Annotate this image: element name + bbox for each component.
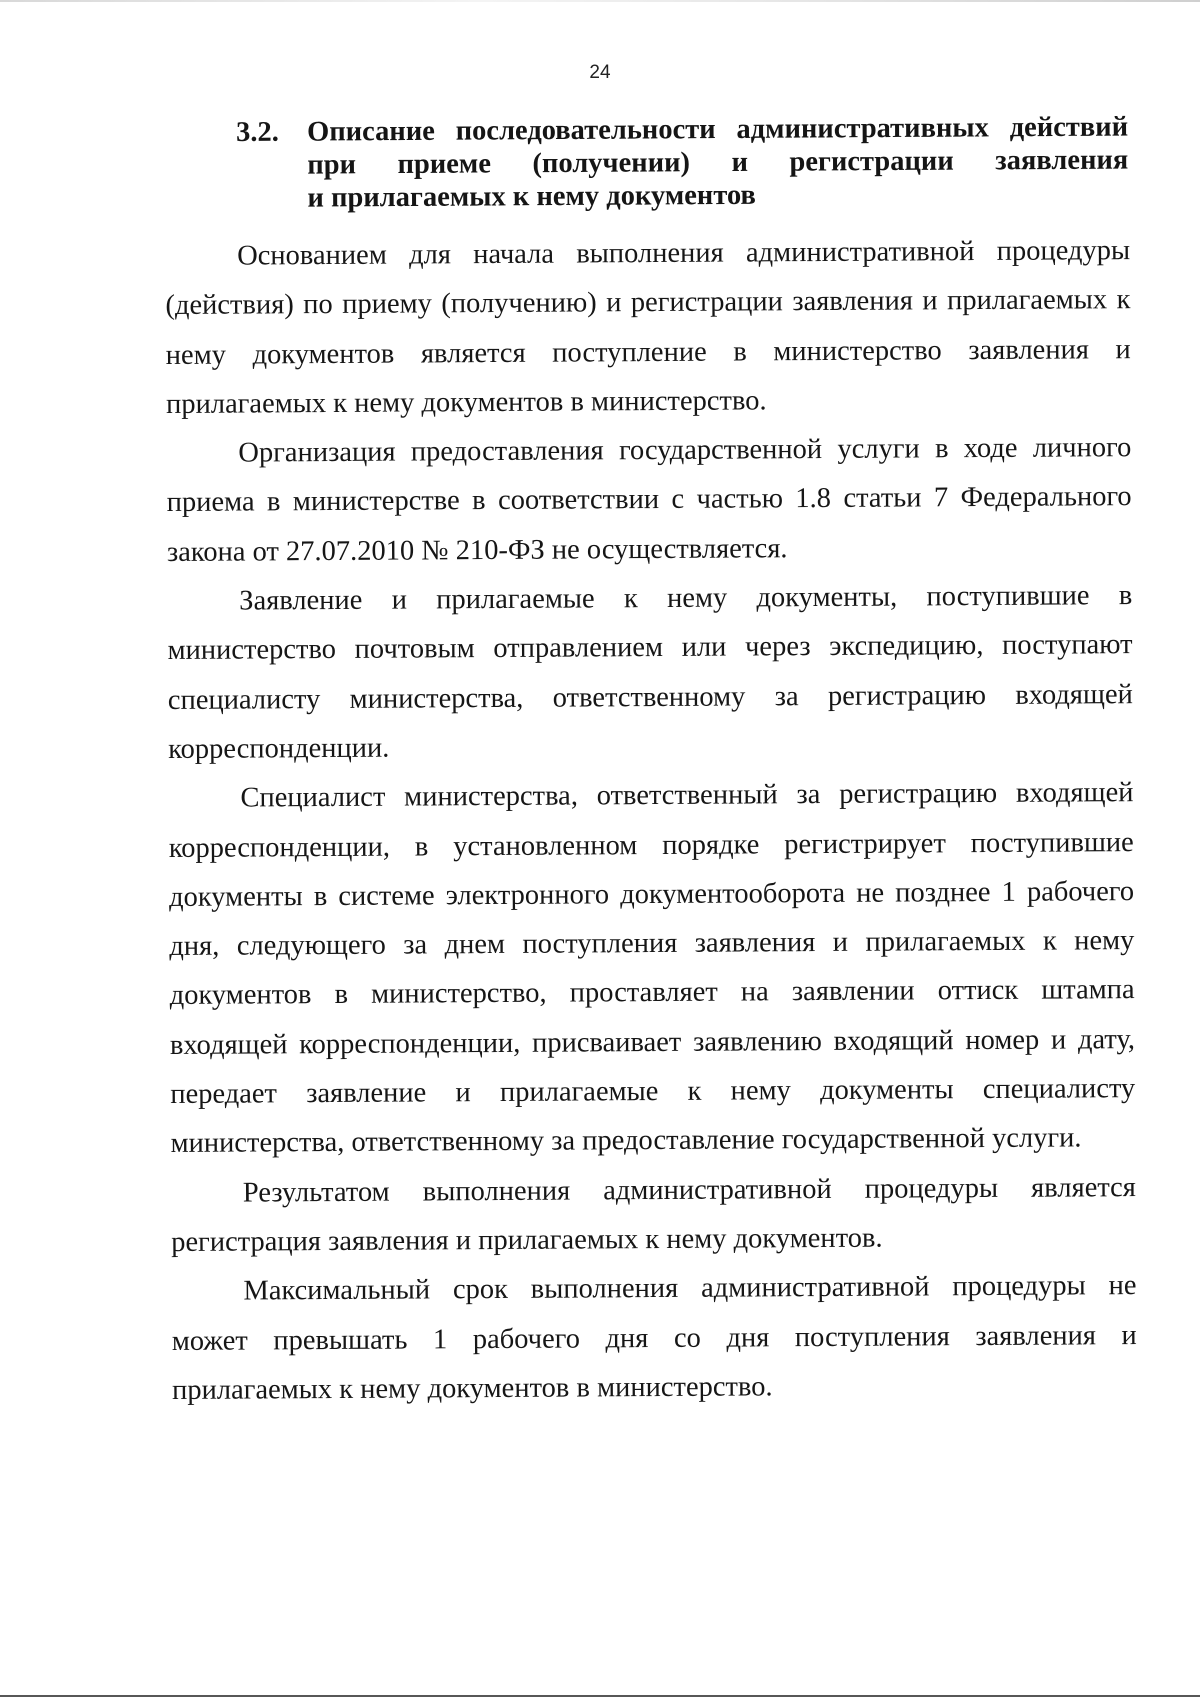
section-title-line: при приеме (получении) и регистрации заявления xyxy=(307,144,1129,181)
paragraph-documents-delivery: Заявление и прилагаемые к нему документы, поступившие в министерство почтовым отправлением или через экспедицию, поступают специалисту министерства, ответственному за регистрацию входящей корреспонденции. xyxy=(167,580,1133,765)
page-number: 24 xyxy=(589,62,611,83)
section-title-line: Описание последовательности административных действий xyxy=(307,111,1129,148)
scan-edge-bottom xyxy=(0,1695,1200,1697)
paragraph-registration-basis: Основанием для начала выполнения административной процедуры (действия) по приему (получению) и регистрации заявления и прилагаемых к нему документов является поступление в министерство заявления и прилагаемых к нему документов в министерство. xyxy=(165,235,1131,420)
paragraph-max-term: Максимальный срок выполнения административной процедуры не может превышать 1 рабочего дня со дня поступления заявления и прилагаемых к нему документов в министерство. xyxy=(171,1270,1137,1406)
paragraph-specialist-actions: Специалист министерства, ответственный за регистрацию входящей корреспонденции, в установленном порядке регистрирует поступившие документы в системе электронного документооборота не позднее 1 рабочего дня, следующего за днем поступления заявления и прилагаемых к нему документов в министерство, проставляет на заявлении оттиск штампа входящей корреспонденции, присваивает заявлению входящий номер и дату, передает заявление и прилагаемые к нему документы специалисту министерства, ответственному за предоставление государственной услуги. xyxy=(168,777,1136,1160)
section-title-line: и прилагаемых к нему документов xyxy=(307,179,756,214)
paragraph-result: Результатом выполнения административной процедуры является регистрация заявления и прилагаемых к нему документов. xyxy=(171,1171,1136,1258)
paragraph-personal-reception: Организация предоставления государственной услуги в ходе личного приема в министерстве в соответствии с частью 1.8 статьи 7 Федерального закона от 27.07.2010 № 210-ФЗ не осуществляется. xyxy=(166,432,1132,568)
section-body xyxy=(165,226,1137,1415)
scan-edge-top xyxy=(0,0,1200,2)
section-number: 3.2. xyxy=(236,116,279,148)
section-heading xyxy=(236,111,1129,215)
